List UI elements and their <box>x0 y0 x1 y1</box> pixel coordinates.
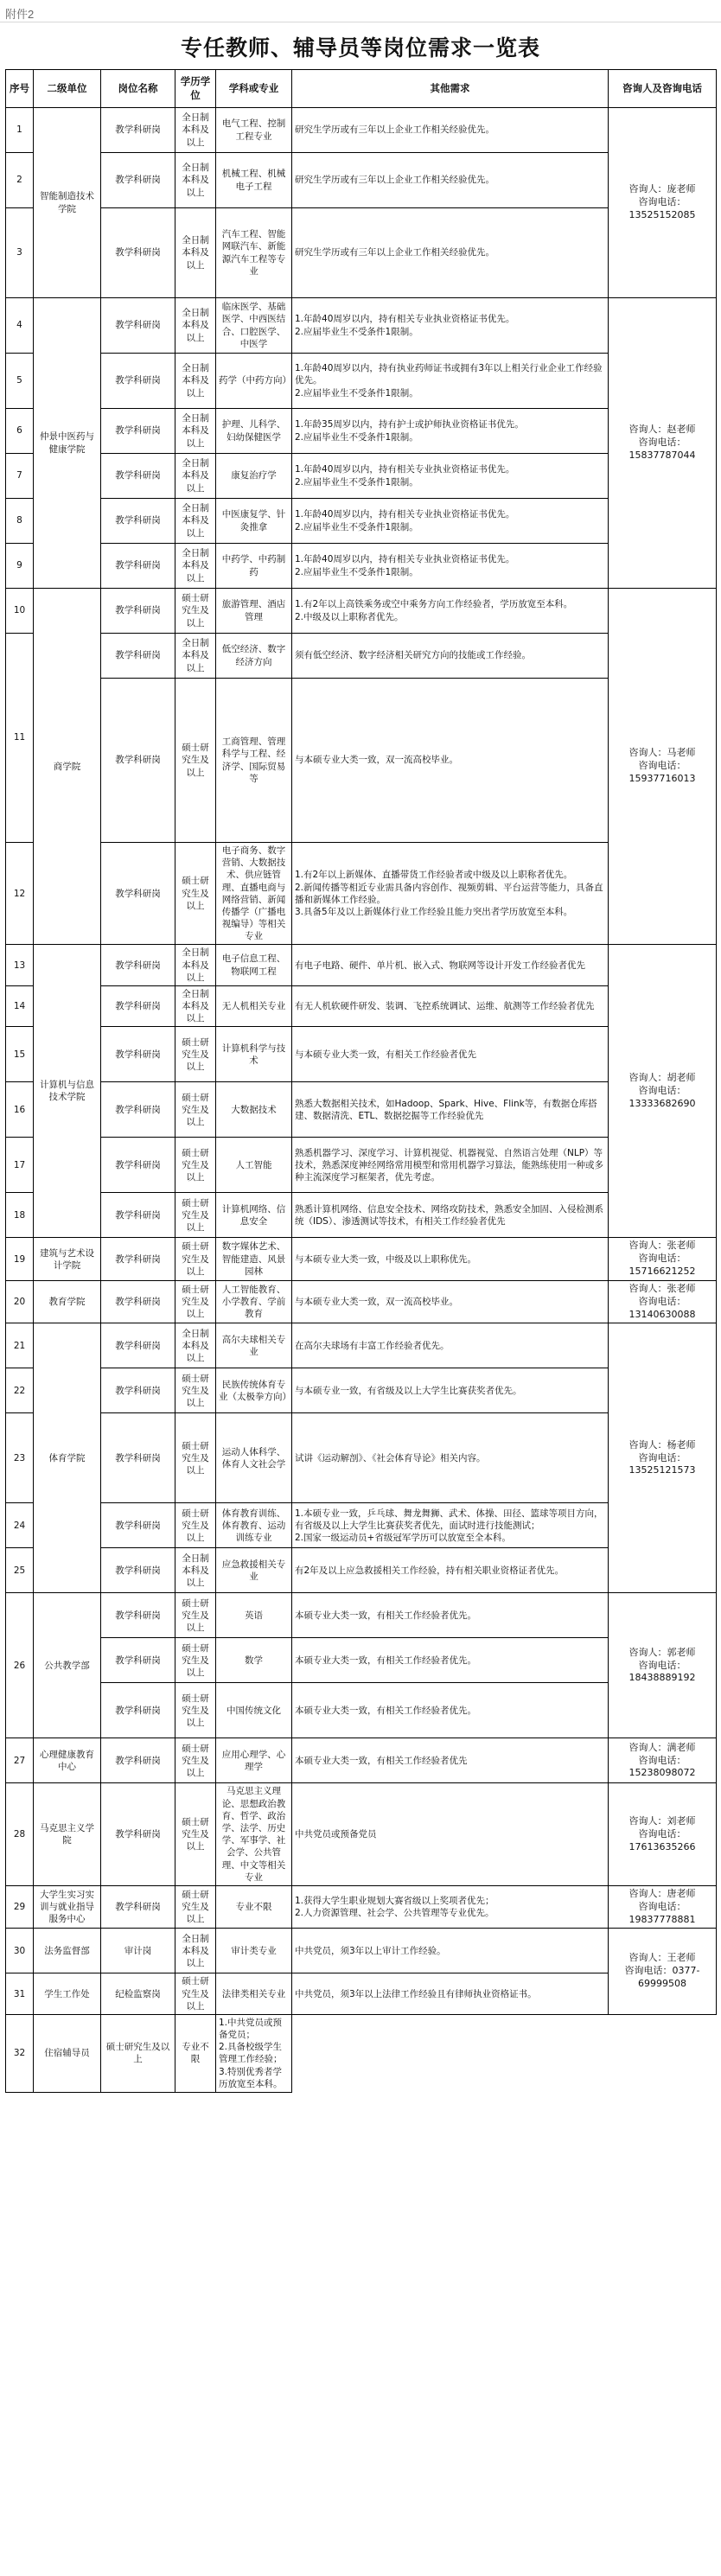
major-cell: 计算机网络、信息安全 <box>216 1193 292 1238</box>
contact-cell: 咨询人：张老师 咨询电话： 15716621252 <box>609 1238 717 1281</box>
major-cell: 无人机相关专业 <box>216 985 292 1027</box>
education-cell: 全日制本科及以上 <box>175 354 216 409</box>
post-name-cell: 教学科研岗 <box>101 499 175 544</box>
post-name-cell: 教学科研岗 <box>101 1738 175 1783</box>
unit-cell: 法务监督部 <box>34 1929 101 1973</box>
row-number-cell: 14 <box>6 985 34 1027</box>
row-number-cell: 11 <box>6 634 34 843</box>
post-name-cell: 教学科研岗 <box>101 1548 175 1593</box>
row-number-cell: 18 <box>6 1193 34 1238</box>
requirements-cell: 有2年及以上应急救援相关工作经验，持有相关职业资格证者优先。 <box>292 1548 609 1593</box>
education-cell: 硕士研究生及以上 <box>175 1973 216 2015</box>
major-cell: 电子商务、数字营销、大数据技术、供应链管理、直播电商与网络营销、新闻传播学（广播电视编导）等相关专业 <box>216 843 292 945</box>
requirements-cell: 中共党员，须3年以上审计工作经验。 <box>292 1929 609 1973</box>
education-cell: 全日制本科及以上 <box>175 409 216 454</box>
post-name-cell: 教学科研岗 <box>101 298 175 354</box>
requirements-cell: 1.年龄40周岁以内，持有相关专业执业资格证书优先。 2.应届毕业生不受条件1限制。 <box>292 298 609 354</box>
row-number-cell: 26 <box>6 1593 34 1738</box>
requirements-cell: 1.年龄40周岁以内，持有相关专业执业资格证书优先。 2.应届毕业生不受条件1限制。 <box>292 544 609 589</box>
unit-cell: 教育学院 <box>34 1280 101 1323</box>
requirements-cell: 本硕专业大类一致，有相关工作经验者优先 <box>292 1738 609 1783</box>
education-cell: 全日制本科及以上 <box>175 208 216 298</box>
major-cell: 人工智能教育、小学教育、学前教育 <box>216 1280 292 1323</box>
education-cell: 全日制本科及以上 <box>175 1548 216 1593</box>
requirements-cell: 中共党员，须3年以上法律工作经验且有律师执业资格证书。 <box>292 1973 609 2015</box>
major-cell: 机械工程、机械电子工程 <box>216 153 292 208</box>
table-row <box>6 1929 717 1973</box>
row-number-cell: 6 <box>6 409 34 454</box>
unit-cell: 建筑与艺术设计学院 <box>34 1238 101 1281</box>
post-name-cell: 教学科研岗 <box>101 589 175 634</box>
table-row <box>6 298 717 354</box>
unit-cell: 体育学院 <box>34 1323 101 1593</box>
requirements-cell: 熟悉计算机网络、信息安全技术、网络攻防技术，熟悉安全加固、入侵检测系统（IDS）、渗透测试等技术，有相关工作经验者优先 <box>292 1193 609 1238</box>
major-cell: 中国传统文化 <box>216 1683 292 1738</box>
post-name-cell: 教学科研岗 <box>101 208 175 298</box>
post-name-cell: 教学科研岗 <box>101 634 175 679</box>
contact-cell: 咨询人：郭老师 咨询电话： 18438889192 <box>609 1593 717 1738</box>
header-cell: 岗位名称 <box>101 70 175 108</box>
row-number-cell: 21 <box>6 1323 34 1368</box>
table-row <box>6 1280 717 1323</box>
post-name-cell: 教学科研岗 <box>101 354 175 409</box>
major-cell: 人工智能 <box>216 1138 292 1193</box>
major-cell: 英语 <box>216 1593 292 1638</box>
education-cell: 硕士研究生及以上 <box>175 1193 216 1238</box>
major-cell: 高尔夫球相关专业 <box>216 1323 292 1368</box>
requirements-cell: 与本硕专业大类一致，双一流高校毕业。 <box>292 679 609 843</box>
education-cell: 硕士研究生及以上 <box>175 679 216 843</box>
education-cell: 硕士研究生及以上 <box>175 589 216 634</box>
post-name-cell: 教学科研岗 <box>101 1138 175 1193</box>
major-cell: 专业不限 <box>216 1885 292 1929</box>
post-name-cell: 教学科研岗 <box>101 1368 175 1413</box>
contact-cell: 咨询人：王老师 咨询电话：0377-69999508 <box>609 1929 717 2015</box>
post-name-cell: 教学科研岗 <box>101 1593 175 1638</box>
unit-cell: 马克思主义学院 <box>34 1783 101 1885</box>
major-cell: 数学 <box>216 1638 292 1683</box>
education-cell: 硕士研究生及以上 <box>175 1082 216 1138</box>
major-cell: 药学（中药方向） <box>216 354 292 409</box>
post-name-cell: 教学科研岗 <box>101 843 175 945</box>
requirements-cell: 与本硕专业大类一致，有相关工作经验者优先 <box>292 1027 609 1082</box>
education-cell: 全日制本科及以上 <box>175 985 216 1027</box>
contact-cell: 咨询人：杨老师 咨询电话： 13525121573 <box>609 1323 717 1593</box>
header-cell: 学历学位 <box>175 70 216 108</box>
major-cell: 数字媒体艺术、智能建造、风景园林 <box>216 1238 292 1281</box>
post-name-cell: 教学科研岗 <box>101 945 175 986</box>
requirements-cell: 本硕专业大类一致，有相关工作经验者优先。 <box>292 1593 609 1638</box>
post-name-cell: 教学科研岗 <box>101 1238 175 1281</box>
row-number-cell: 29 <box>6 1885 34 1929</box>
major-cell: 专业不限 <box>175 2014 216 2092</box>
row-number-cell: 9 <box>6 544 34 589</box>
education-cell: 全日制本科及以上 <box>175 1929 216 1973</box>
education-cell: 硕士研究生及以上 <box>175 1027 216 1082</box>
requirements-cell: 中共党员或预备党员 <box>292 1783 609 1885</box>
contact-cell: 咨询人：唐老师 咨询电话： 19837778881 <box>609 1885 717 1929</box>
row-number-cell: 5 <box>6 354 34 409</box>
major-cell: 计算机科学与技术 <box>216 1027 292 1082</box>
table-row <box>6 2014 717 2092</box>
row-number-cell: 28 <box>6 1783 34 1885</box>
attachment-label: 附件2 <box>0 0 721 22</box>
post-name-cell: 住宿辅导员 <box>34 2014 101 2092</box>
header-cell: 学科或专业 <box>216 70 292 108</box>
major-cell: 法律类相关专业 <box>216 1973 292 2015</box>
post-name-cell: 教学科研岗 <box>101 409 175 454</box>
table-row <box>6 1738 717 1783</box>
requirements-cell: 熟悉机器学习、深度学习、计算机视觉、机器视觉、自然语言处理（NLP）等技术，熟悉深度神经网络常用模型和常用机器学习算法，能熟练使用一种或多种主流深度学习框架者，优先考虑。 <box>292 1138 609 1193</box>
requirements-cell: 在高尔夫球场有丰富工作经验者优先。 <box>292 1323 609 1368</box>
positions-table <box>5 69 717 2093</box>
unit-cell: 大学生实习实训与就业指导服务中心 <box>34 1885 101 1929</box>
row-number-cell: 31 <box>6 1973 34 2015</box>
row-number-cell: 16 <box>6 1082 34 1138</box>
row-number-cell: 10 <box>6 589 34 634</box>
requirements-cell: 与本硕专业大类一致，中级及以上职称优先。 <box>292 1238 609 1281</box>
education-cell: 硕士研究生及以上 <box>175 1280 216 1323</box>
requirements-cell: 本硕专业大类一致，有相关工作经验者优先。 <box>292 1638 609 1683</box>
table-row <box>6 1323 717 1368</box>
education-cell: 硕士研究生及以上 <box>175 843 216 945</box>
post-name-cell: 教学科研岗 <box>101 1323 175 1368</box>
major-cell: 马克思主义理论、思想政治教育、哲学、政治学、法学、历史学、军事学、社会学、公共管理、中文等相关专业 <box>216 1783 292 1885</box>
page-title: 专任教师、辅导员等岗位需求一览表 <box>180 35 540 61</box>
row-number-cell: 15 <box>6 1027 34 1082</box>
requirements-cell: 本硕专业大类一致，有相关工作经验者优先。 <box>292 1683 609 1738</box>
contact-cell: 咨询人：胡老师 咨询电话： 13333682690 <box>609 945 717 1238</box>
major-cell: 工商管理、管理科学与工程、经济学、国际贸易等 <box>216 679 292 843</box>
post-name-cell: 审计岗 <box>101 1929 175 1973</box>
row-number-cell: 30 <box>6 1929 34 1973</box>
requirements-cell: 与本硕专业一致，有省级及以上大学生比赛获奖者优先。 <box>292 1368 609 1413</box>
major-cell: 电气工程、控制工程专业 <box>216 108 292 153</box>
education-cell: 硕士研究生及以上 <box>175 1738 216 1783</box>
post-name-cell: 纪检监察岗 <box>101 1973 175 2015</box>
major-cell: 大数据技术 <box>216 1082 292 1138</box>
education-cell: 硕士研究生及以上 <box>175 1503 216 1548</box>
table-row <box>6 108 717 153</box>
post-name-cell: 教学科研岗 <box>101 679 175 843</box>
table-row <box>6 1238 717 1281</box>
requirements-cell: 研究生学历或有三年以上企业工作相关经验优先。 <box>292 153 609 208</box>
education-cell: 硕士研究生及以上 <box>175 1138 216 1193</box>
row-number-cell: 20 <box>6 1280 34 1323</box>
education-cell: 硕士研究生及以上 <box>175 1238 216 1281</box>
education-cell: 硕士研究生及以上 <box>175 1593 216 1638</box>
header-cell: 其他需求 <box>292 70 609 108</box>
post-name-cell: 教学科研岗 <box>101 1082 175 1138</box>
unit-cell: 公共教学部 <box>34 1593 101 1738</box>
requirements-cell: 1.年龄40周岁以内，持有执业药师证书或拥有3年以上相关行业企业工作经验优先。 2.应届毕业生不受条件1限制。 <box>292 354 609 409</box>
unit-cell: 商学院 <box>34 589 101 945</box>
header-cell: 二级单位 <box>34 70 101 108</box>
post-name-cell: 教学科研岗 <box>101 1503 175 1548</box>
education-cell: 硕士研究生及以上 <box>175 1368 216 1413</box>
table-row <box>6 1783 717 1885</box>
post-name-cell: 教学科研岗 <box>101 985 175 1027</box>
education-cell: 全日制本科及以上 <box>175 108 216 153</box>
education-cell: 全日制本科及以上 <box>175 454 216 499</box>
row-number-cell: 4 <box>6 298 34 354</box>
header-cell: 咨询人及咨询电话 <box>609 70 717 108</box>
requirements-cell: 1.年龄40周岁以内，持有相关专业执业资格证书优先。 2.应届毕业生不受条件1限制。 <box>292 454 609 499</box>
unit-cell: 学生工作处 <box>34 1973 101 2015</box>
unit-cell: 仲景中医药与健康学院 <box>34 298 101 589</box>
unit-cell: 计算机与信息技术学院 <box>34 945 101 1238</box>
row-number-cell: 25 <box>6 1548 34 1593</box>
education-cell: 全日制本科及以上 <box>175 634 216 679</box>
major-cell: 临床医学、基础医学、中西医结合、口腔医学、中医学 <box>216 298 292 354</box>
row-number-cell: 17 <box>6 1138 34 1193</box>
table-row <box>6 945 717 986</box>
requirements-cell: 1.本硕专业一致，乒乓球、舞龙舞狮、武术、体操、田径、篮球等项目方向，有省级及以上大学生比赛获奖者优先，面试时进行技能测试； 2.国家一级运动员+省级冠军学历可以放宽至全本科。 <box>292 1503 609 1548</box>
post-name-cell: 教学科研岗 <box>101 1027 175 1082</box>
contact-cell: 咨询人：马老师 咨询电话： 15937716013 <box>609 589 717 945</box>
row-number-cell: 23 <box>6 1413 34 1503</box>
education-cell: 全日制本科及以上 <box>175 153 216 208</box>
education-cell: 硕士研究生及以上 <box>175 1683 216 1738</box>
education-cell: 全日制本科及以上 <box>175 945 216 986</box>
post-name-cell: 教学科研岗 <box>101 1280 175 1323</box>
row-number-cell: 7 <box>6 454 34 499</box>
requirements-cell: 研究生学历或有三年以上企业工作相关经验优先。 <box>292 108 609 153</box>
education-cell: 全日制本科及以上 <box>175 1323 216 1368</box>
row-number-cell: 32 <box>6 2014 34 2092</box>
row-number-cell: 8 <box>6 499 34 544</box>
row-number-cell: 22 <box>6 1368 34 1413</box>
contact-cell: 咨询人：张老师 咨询电话： 13140630088 <box>609 1280 717 1323</box>
requirements-cell: 有无人机软硬件研发、装调、飞控系统调试、运维、航测等工作经验者优先 <box>292 985 609 1027</box>
major-cell: 低空经济、数字经济方向 <box>216 634 292 679</box>
post-name-cell: 教学科研岗 <box>101 1783 175 1885</box>
education-cell: 硕士研究生及以上 <box>175 1885 216 1929</box>
major-cell: 应用心理学、心理学 <box>216 1738 292 1783</box>
header-cell: 序号 <box>6 70 34 108</box>
table-row <box>6 589 717 634</box>
education-cell: 全日制本科及以上 <box>175 544 216 589</box>
requirements-cell: 1.年龄35周岁以内，持有护士或护师执业资格证书优先。 2.应届毕业生不受条件1限制。 <box>292 409 609 454</box>
contact-cell: 咨询人：庞老师 咨询电话： 13525152085 <box>609 108 717 298</box>
contact-cell: 咨询人：刘老师 咨询电话： 17613635266 <box>609 1783 717 1885</box>
unit-cell: 智能制造技术学院 <box>34 108 101 298</box>
major-cell: 汽车工程、智能网联汽车、新能源汽车工程等专业 <box>216 208 292 298</box>
major-cell: 应急救援相关专业 <box>216 1548 292 1593</box>
major-cell: 康复治疗学 <box>216 454 292 499</box>
post-name-cell: 教学科研岗 <box>101 153 175 208</box>
post-name-cell: 教学科研岗 <box>101 1885 175 1929</box>
table-row <box>6 1885 717 1929</box>
row-number-cell: 24 <box>6 1503 34 1548</box>
post-name-cell: 教学科研岗 <box>101 108 175 153</box>
major-cell: 中医康复学、针灸推拿 <box>216 499 292 544</box>
table-row <box>6 1593 717 1638</box>
requirements-cell: 须有低空经济、数字经济相关研究方向的技能或工作经验。 <box>292 634 609 679</box>
row-number-cell: 13 <box>6 945 34 986</box>
major-cell: 体育教育训练、体育教育、运动训练专业 <box>216 1503 292 1548</box>
row-number-cell: 12 <box>6 843 34 945</box>
education-cell: 硕士研究生及以上 <box>175 1783 216 1885</box>
row-number-cell: 1 <box>6 108 34 153</box>
major-cell: 运动人体科学、体育人文社会学 <box>216 1413 292 1503</box>
row-number-cell: 3 <box>6 208 34 298</box>
education-cell: 硕士研究生及以上 <box>175 1638 216 1683</box>
requirements-cell: 与本硕专业大类一致，双一流高校毕业。 <box>292 1280 609 1323</box>
education-cell: 全日制本科及以上 <box>175 298 216 354</box>
requirements-cell: 1.中共党员或预备党员； 2.具备校级学生管理工作经验； 3.特别优秀者学历放宽至本科。 <box>216 2014 292 2092</box>
row-number-cell: 19 <box>6 1238 34 1281</box>
requirements-cell: 1.获得大学生职业规划大赛省级以上奖项者优先； 2.人力资源管理、社会学、公共管理等专业优先。 <box>292 1885 609 1929</box>
major-cell: 审计类专业 <box>216 1929 292 1973</box>
major-cell: 电子信息工程、物联网工程 <box>216 945 292 986</box>
row-number-cell: 27 <box>6 1738 34 1783</box>
post-name-cell: 教学科研岗 <box>101 1193 175 1238</box>
post-name-cell: 教学科研岗 <box>101 1683 175 1738</box>
header-row <box>6 70 717 108</box>
contact-cell: 咨询人：满老师 咨询电话： 15238098072 <box>609 1738 717 1783</box>
post-name-cell: 教学科研岗 <box>101 544 175 589</box>
requirements-cell: 1.有2年以上高铁乘务或空中乘务方向工作经验者，学历放宽至本科。 2.中级及以上职称者优先。 <box>292 589 609 634</box>
post-name-cell: 教学科研岗 <box>101 454 175 499</box>
major-cell: 民族传统体育专业（太极拳方向） <box>216 1368 292 1413</box>
education-cell: 全日制本科及以上 <box>175 499 216 544</box>
post-name-cell: 教学科研岗 <box>101 1413 175 1503</box>
requirements-cell: 试讲《运动解剖》、《社会体育导论》相关内容。 <box>292 1413 609 1503</box>
major-cell: 中药学、中药制药 <box>216 544 292 589</box>
post-name-cell: 教学科研岗 <box>101 1638 175 1683</box>
requirements-cell: 1.有2年以上新媒体、直播带货工作经验者或中级及以上职称者优先。 2.新闻传播等相近专业需具备内容创作、视频剪辑、平台运营等能力，具备直播和新媒体工作经验。 3.具备5年及以上新媒体行业工作经验且能力突出者学历放宽至本科。 <box>292 843 609 945</box>
education-cell: 硕士研究生及以上 <box>175 1413 216 1503</box>
education-cell: 硕士研究生及以上 <box>101 2014 175 2092</box>
major-cell: 护理、儿科学、妇幼保健医学 <box>216 409 292 454</box>
requirements-cell: 1.年龄40周岁以内，持有相关专业执业资格证书优先。 2.应届毕业生不受条件1限制。 <box>292 499 609 544</box>
requirements-cell: 研究生学历或有三年以上企业工作相关经验优先。 <box>292 208 609 298</box>
contact-cell: 咨询人：赵老师 咨询电话： 15837787044 <box>609 298 717 589</box>
row-number-cell: 2 <box>6 153 34 208</box>
unit-cell: 心理健康教育中心 <box>34 1738 101 1783</box>
major-cell: 旅游管理、酒店管理 <box>216 589 292 634</box>
requirements-cell: 有电子电路、硬件、单片机、嵌入式、物联网等设计开发工作经验者优先 <box>292 945 609 986</box>
requirements-cell: 熟悉大数据相关技术，如Hadoop、Spark、Hive、Flink等，有数据仓库搭建、数据清洗、ETL、数据挖掘等工作经验优先 <box>292 1082 609 1138</box>
